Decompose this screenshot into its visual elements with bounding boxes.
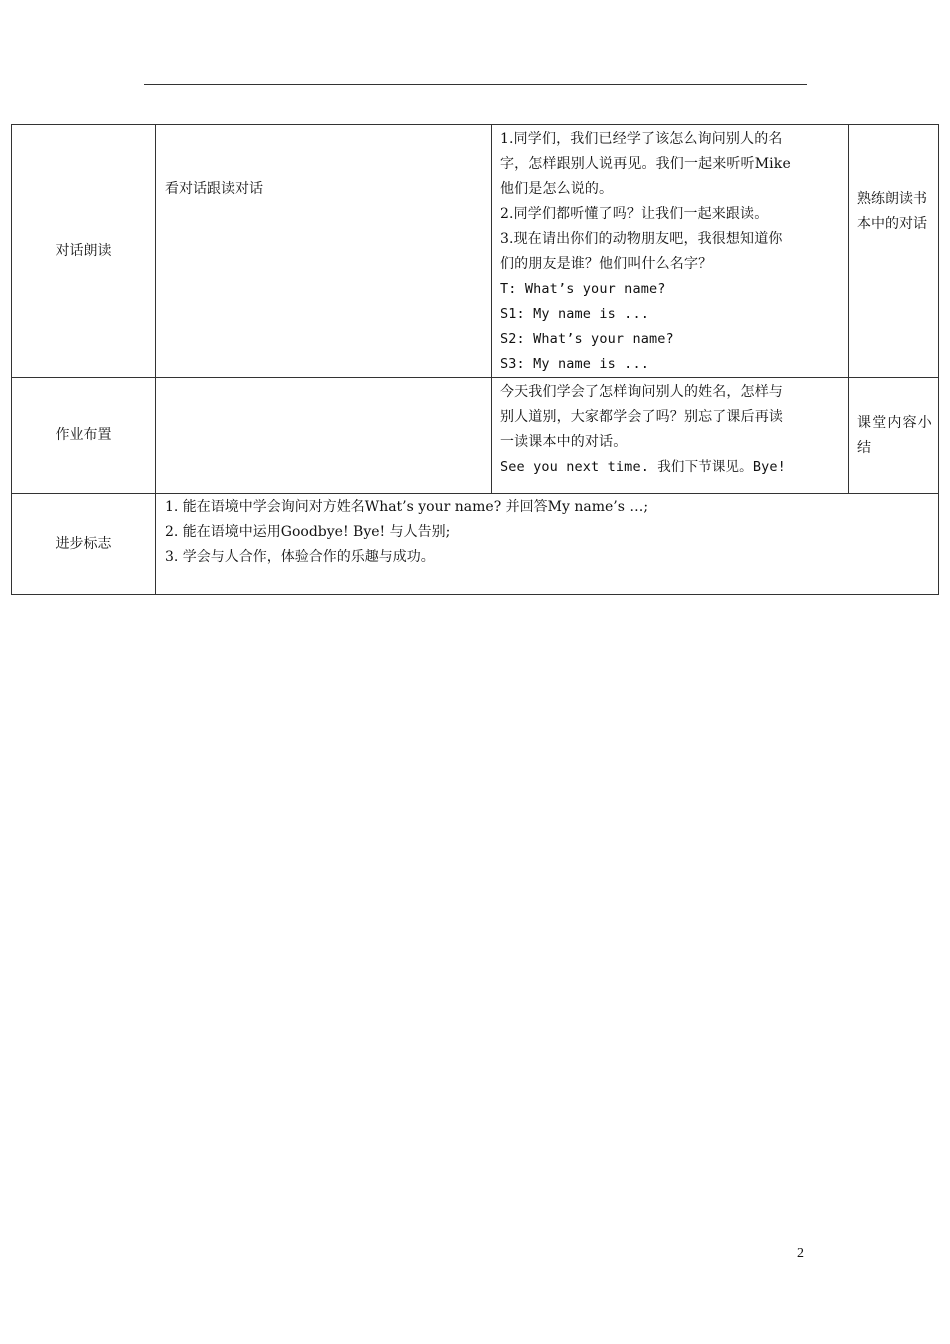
text-line: 一读课本中的对话。: [500, 434, 628, 450]
dialogue-line: S3: My name is ...: [500, 356, 649, 372]
table-row: [12, 125, 939, 378]
student-activity: [156, 378, 492, 494]
list-item: 2. 能在语境中运用Goodbye! Bye! 与人告别;: [165, 524, 451, 540]
stage-label: 作业布置: [12, 378, 156, 494]
dialogue-line: S2: What’s your name?: [500, 331, 674, 347]
page-number: 2: [797, 1246, 804, 1261]
text-line: 字，怎样跟别人说再见。我们一起来听听Mike: [500, 156, 791, 172]
student-activity: 看对话跟读对话: [156, 125, 492, 378]
text-line: 3.现在请出你们的动物朋友吧，我很想知道你: [500, 231, 783, 247]
progress-marks-label: 进步标志: [12, 494, 156, 595]
design-goal: 熟练朗读书本中的对话: [849, 125, 939, 378]
header-rule: [144, 84, 807, 85]
dialogue-line: T: What’s your name?: [500, 281, 666, 297]
text-line: 们的朋友是谁？他们叫什么名字？: [500, 256, 713, 272]
text-line: 2.同学们都听懂了吗？让我们一起来跟读。: [500, 206, 769, 222]
dialogue-line: S1: My name is ...: [500, 306, 649, 322]
text-line: 别人道别，大家都学会了吗？别忘了课后再读: [500, 409, 783, 425]
teacher-activity: [492, 125, 849, 378]
lesson-plan-table: [11, 124, 939, 595]
list-item: 3. 学会与人合作，体验合作的乐趣与成功。: [165, 549, 435, 565]
teacher-activity: [492, 378, 849, 494]
design-goal: 课堂内容小结: [849, 378, 939, 494]
progress-marks-list: [156, 494, 939, 595]
text-line: 今天我们学会了怎样询问别人的姓名，怎样与: [500, 384, 783, 400]
table-row: [12, 378, 939, 494]
text-line: 他们是怎么说的。: [500, 181, 614, 197]
table-row: [12, 494, 939, 595]
stage-label: 对话朗读: [12, 125, 156, 378]
text-line: See you next time. 我们下节课见。Bye!: [500, 459, 786, 475]
text-line: 1.同学们，我们已经学了该怎么询问别人的名: [500, 131, 783, 147]
list-item: 1. 能在语境中学会询问对方姓名What’s your name? 并回答My name’s …;: [165, 499, 649, 515]
